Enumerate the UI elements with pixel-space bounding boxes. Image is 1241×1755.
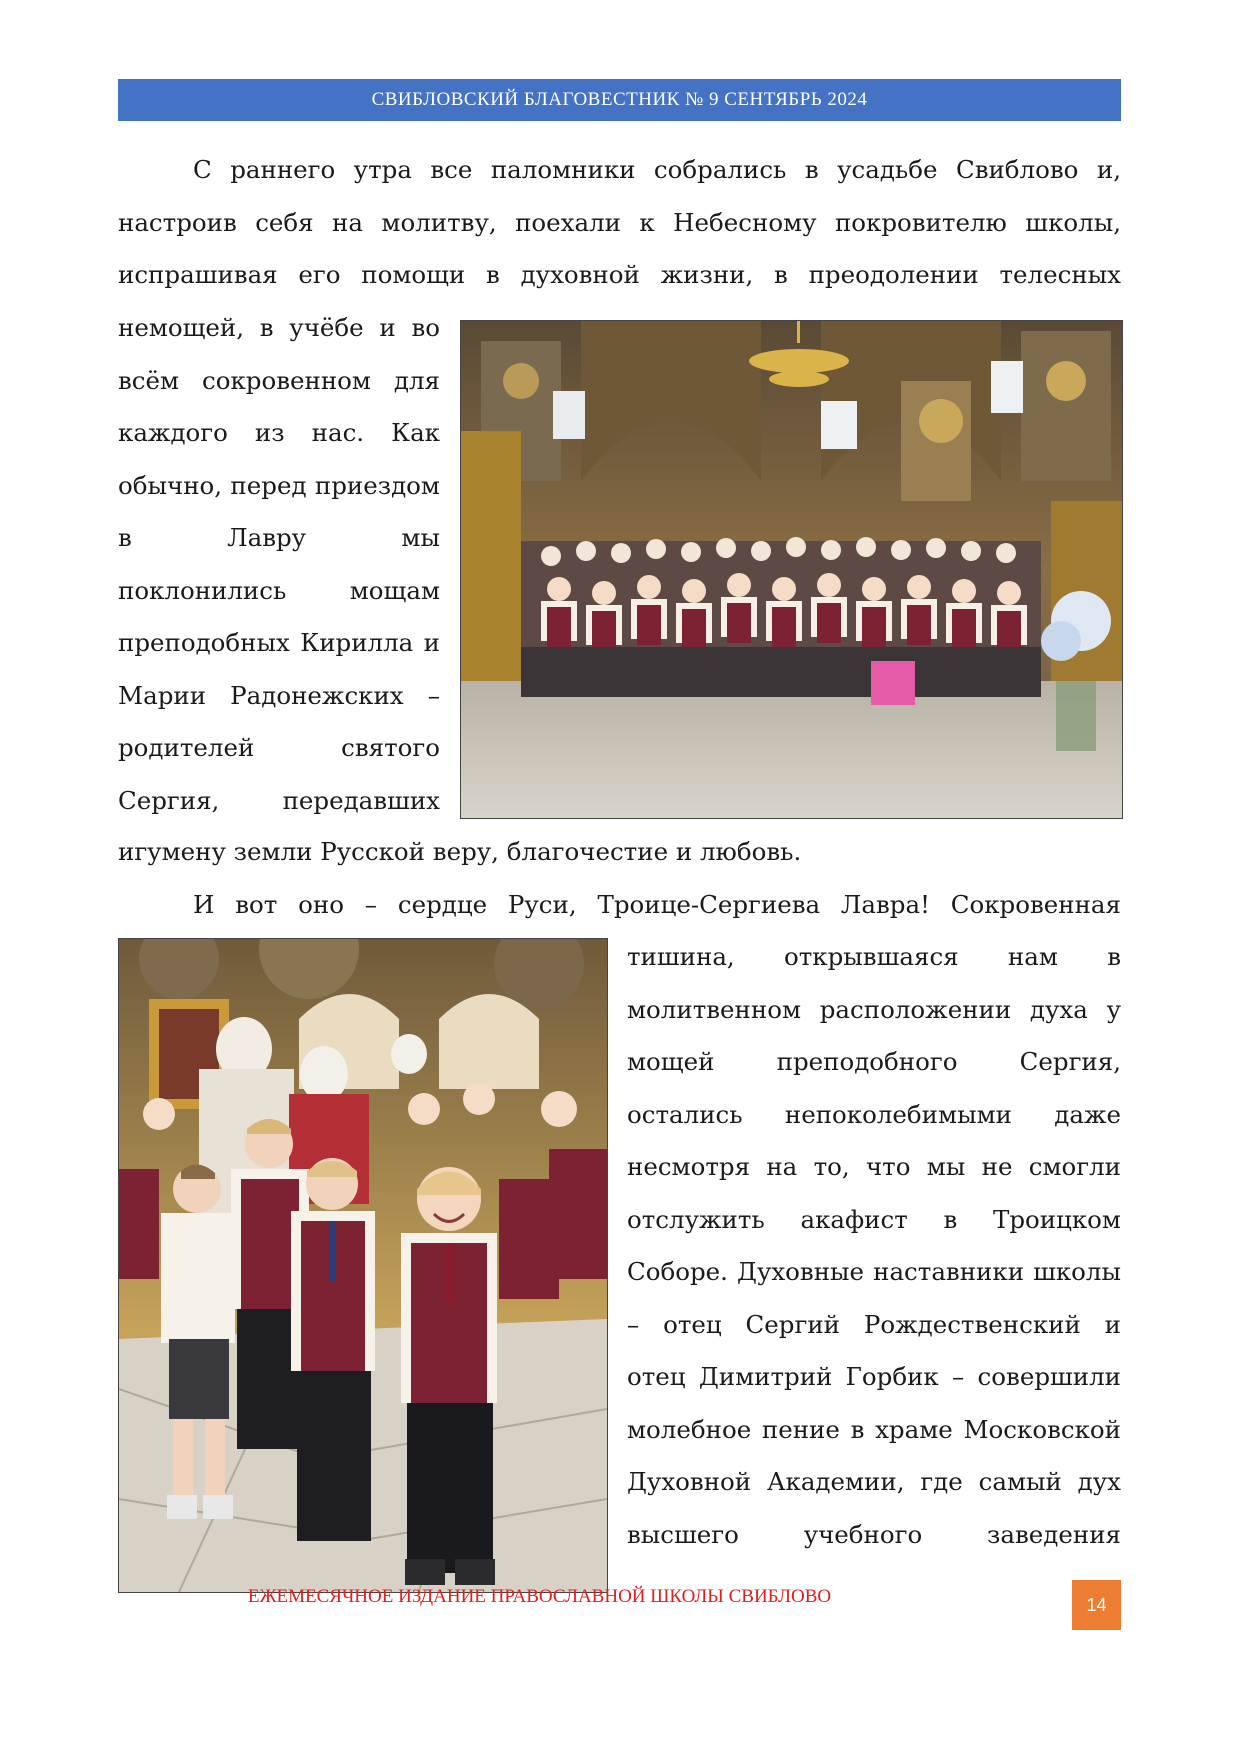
footer-publication: ЕЖЕМЕСЯЧНОЕ ИЗДАНИЕ ПРАВОСЛАВНОЙ ШКОЛЫ СВИБЛОВО (247, 1586, 832, 1607)
header-title: СВИБЛОВСКИЙ БЛАГОВЕСТНИК № 9 СЕНТЯБРЬ 2024 (371, 89, 868, 110)
page-header (118, 79, 1121, 121)
article-paragraph-1-end: игумену земли Русской веру, благочестие и любовь. (118, 837, 802, 866)
page-number-badge (1072, 1580, 1121, 1630)
article-paragraph-1-side: немощей, в учёбе и во всём сокровенном для каждого из нас. Как обычно, перед приездом в Лавру мы поклонились мощам преподобных Кирилла и Марии Радонежских – родителей святого Сергия, передавших (118, 313, 440, 815)
article-paragraph-2-intro: И вот оно – сердце Руси, Троице-Сергиева Лавра! Сокровенная (193, 890, 1121, 919)
article-paragraph-1-intro: С раннего утра все паломники собрались в усадьбе Свиблово и, настроив себя на молитву, поехали к Небесному покровителю школы, испрашивая его помощи в духовной жизни, в преодолении телесных (118, 155, 1121, 289)
students-in-lavra-photo (118, 938, 608, 1593)
page-number: 14 (1086, 1594, 1107, 1615)
article-paragraph-2-side: тишина, открывшаяся нам в молитвенном расположении духа у мощей преподобного Сергия, остались непоколебимыми даже несмотря на то, что мы не смогли отслужить акафист в Троицком Соборе. Духовные наставники школы – отец Сергий Рождественский и отец Димитрий Горбик – совершили молебное пение в храме Московской Духовной Академии, где самый дух высшего учебного заведения (627, 942, 1121, 1549)
church-interior-students-photo (460, 320, 1123, 819)
